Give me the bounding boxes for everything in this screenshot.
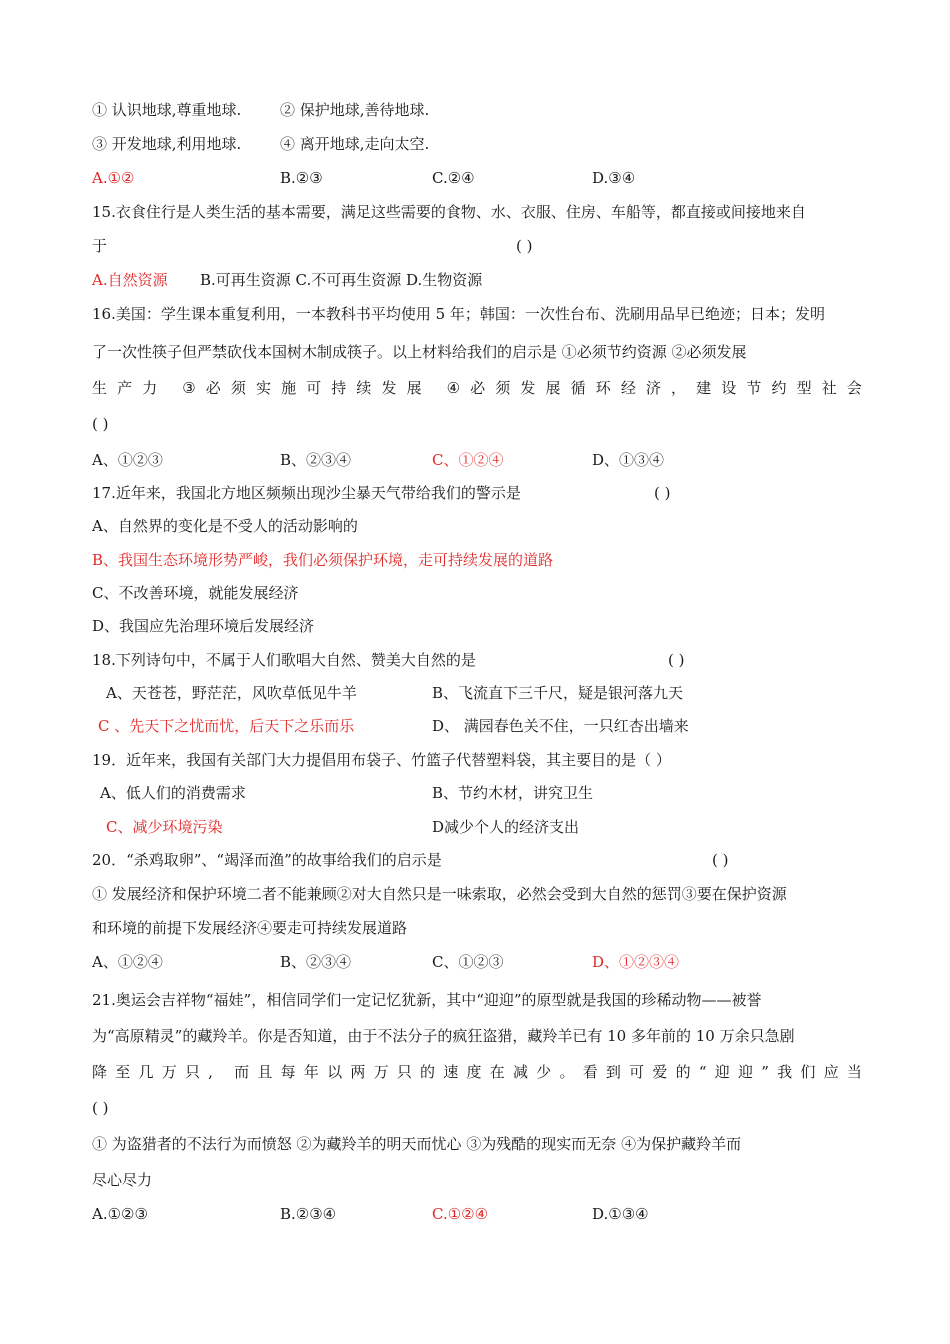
q14-choice-d: D.③④ — [592, 169, 636, 187]
q15-stem-line2 — [92, 234, 862, 258]
glyph: 度 — [466, 1063, 482, 1081]
q15-choices-rest: B.可再生资源 C.不可再生资源 D.生物资源 — [200, 271, 483, 289]
glyph: 只 — [396, 1063, 412, 1081]
q14-opt1: ① 认识地球,尊重地球. — [92, 101, 242, 119]
q16-stem-line1: 16.美国：学生课本重复利用，一本教科书平均使用 5 年；韩国：一次性台布、洗刷用品早已绝迹；日本；发明 — [92, 305, 825, 323]
q19-choice-b: B、节约木材，讲究卫生 — [432, 784, 594, 802]
glyph: 两 — [350, 1063, 366, 1081]
q21-choice-c-answer: C.①②④ — [432, 1205, 489, 1223]
q20-paren: ( ) — [712, 851, 729, 869]
q14-choices — [92, 166, 862, 190]
glyph: 到 — [605, 1063, 621, 1081]
glyph: 万 — [373, 1063, 389, 1081]
glyph: 们 — [800, 1063, 816, 1081]
q15-choice-a-answer: A.自然资源 — [92, 271, 168, 289]
q18-choice-d: D、 满园春色关不住，一只红杏出墙来 — [432, 717, 689, 735]
glyph — [432, 376, 437, 400]
glyph: 设 — [721, 379, 737, 397]
glyph: ” — [761, 1063, 769, 1081]
glyph: 必 — [205, 379, 221, 397]
q21-choice-d: D.①③④ — [592, 1205, 649, 1223]
q14-opts-row2 — [92, 132, 862, 156]
glyph: 施 — [281, 379, 297, 397]
q15-choices — [92, 268, 862, 292]
q18-paren: ( ) — [668, 651, 685, 669]
glyph: 展 — [406, 379, 422, 397]
glyph: 续 — [356, 379, 372, 397]
glyph: 只 — [184, 1063, 200, 1081]
glyph: 实 — [255, 379, 271, 397]
q21-stem-line1: 21.奥运会吉祥物“福娃”，相信同学们一定记忆犹新，其中“迎迎”的原型就是我国的珍稀动物——被誉 — [92, 991, 762, 1009]
q20-choice-b: B、②③④ — [280, 953, 352, 971]
q21-stem-line2: 为“高原精灵”的藏羚羊。你是否知道，由于不法分子的疯狂盗猎，藏羚羊已有 10 多年前的 10 万余只急剧 — [92, 1027, 795, 1045]
glyph: 看 — [582, 1063, 598, 1081]
glyph: 降 — [92, 1063, 108, 1081]
q15-paren: ( ) — [516, 237, 533, 255]
glyph: 迎 — [737, 1063, 753, 1081]
glyph: 我 — [777, 1063, 793, 1081]
q16-stem-line4: ( ) — [92, 415, 109, 433]
glyph: 可 — [629, 1063, 645, 1081]
glyph: 型 — [796, 379, 812, 397]
q16-choice-d: D、①③④ — [592, 451, 665, 469]
glyph: 经 — [620, 379, 636, 397]
q16-stem-line3 — [92, 376, 862, 400]
q14-opt4: ④ 离开地球,走向太空. — [280, 135, 430, 153]
glyph: 万 — [161, 1063, 177, 1081]
q15-stem-line1: 15.衣食住行是人类生活的基本需要，满足这些需要的食物、水、衣服、住房、车船等，都直接或间接地来自 — [92, 203, 806, 221]
glyph: 发 — [381, 379, 397, 397]
glyph — [221, 1060, 226, 1084]
glyph: ， — [671, 379, 687, 397]
q16-choice-c-answer: C、①②④ — [432, 451, 504, 469]
q21-statements-line1: ① 为盗猎者的不法行为而愤怒 ②为藏羚羊的明天而忧心 ③为残酷的现实而无奈 ④为保护藏羚羊而 — [92, 1135, 742, 1153]
q20-choice-a: A、①②④ — [92, 953, 163, 971]
q17-choice-d: D、我国应先治理环境后发展经济 — [92, 617, 315, 635]
q21-stem-line3 — [92, 1060, 862, 1084]
glyph: 少 — [536, 1063, 552, 1081]
q18-choice-a: A、天苍苍，野茫茫，风吹草低见牛羊 — [106, 684, 357, 702]
glyph: 生 — [92, 379, 108, 397]
q17-choice-b-answer: B、我国生态环境形势严峻，我们必须保护环境，走可持续发展的道路 — [92, 551, 554, 569]
q20-choice-c: C、①②③ — [432, 953, 504, 971]
glyph: , — [208, 1063, 213, 1081]
q18-stem-row — [92, 648, 862, 672]
glyph: 会 — [846, 379, 862, 397]
glyph: 节 — [746, 379, 762, 397]
q19-stem: 19．近年来，我国有关部门大力提倡用布袋子、竹篮子代替塑料袋，其主要目的是（ ） — [92, 751, 671, 769]
q18-stem: 18.下列诗句中，不属于人们歌唱大自然、赞美大自然的是 — [92, 651, 476, 669]
q20-choice-d-answer: D、①②③④ — [592, 953, 680, 971]
glyph: ③ — [182, 379, 196, 397]
glyph: 约 — [771, 379, 787, 397]
glyph: 以 — [327, 1063, 343, 1081]
glyph: 必 — [470, 379, 486, 397]
glyph: 每 — [280, 1063, 296, 1081]
glyph: ④ — [446, 379, 461, 397]
q18-choices-row2 — [92, 714, 862, 738]
glyph: 的 — [675, 1063, 691, 1081]
glyph: 循 — [570, 379, 586, 397]
glyph: 爱 — [652, 1063, 668, 1081]
glyph: 济 — [645, 379, 661, 397]
glyph: 且 — [257, 1063, 273, 1081]
glyph: 。 — [559, 1063, 575, 1081]
glyph: 的 — [420, 1063, 436, 1081]
q16-stem-line2: 了一次性筷子但严禁砍伐本国树木制成筷子。以上材料给我们的启示是 ①必须节约资源 ②必须发展 — [92, 343, 747, 361]
glyph: 须 — [230, 379, 246, 397]
glyph: 持 — [331, 379, 347, 397]
glyph: 迎 — [714, 1063, 730, 1081]
glyph — [167, 376, 172, 400]
glyph: 发 — [520, 379, 536, 397]
glyph: 几 — [138, 1063, 154, 1081]
q21-choices — [92, 1202, 862, 1226]
q17-paren: ( ) — [654, 484, 671, 502]
q16-choices — [92, 448, 862, 472]
glyph: 减 — [512, 1063, 528, 1081]
q18-choices-row1 — [92, 681, 862, 705]
q21-stem-line4: ( ) — [92, 1099, 109, 1117]
q19-choices-row2 — [92, 815, 862, 839]
q19-choices-row1 — [92, 781, 862, 805]
q20-statements-line2: 和环境的前提下发展经济④要走可持续发展道路 — [92, 919, 408, 937]
q17-stem: 17.近年来，我国北方地区频频出现沙尘暴天气带给我们的警示是 — [92, 484, 521, 502]
glyph: 环 — [595, 379, 611, 397]
q14-choice-b: B.②③ — [280, 169, 323, 187]
q15-stem-end: 于 — [92, 237, 108, 255]
glyph: 而 — [234, 1063, 250, 1081]
q19-choice-c-answer: C、减少环境污染 — [106, 818, 223, 836]
glyph: 至 — [115, 1063, 131, 1081]
q16-choice-a: A、①②③ — [92, 451, 163, 469]
glyph: 速 — [443, 1063, 459, 1081]
q17-choice-a: A、自然界的变化是不受人的活动影响的 — [92, 517, 358, 535]
q14-choice-a-answer: A.①② — [92, 169, 135, 187]
q20-stem: 20．“杀鸡取卵”、“竭泽而渔”的故事给我们的启示是 — [92, 851, 442, 869]
q14-opt3: ③ 开发地球,利用地球. — [92, 135, 242, 153]
q17-choice-c: C、不改善环境，就能发展经济 — [92, 584, 299, 602]
q17-stem-row — [92, 481, 862, 505]
q20-statements-line1: ① 发展经济和保护环境二者不能兼顾②对大自然只是一味索取，必然会受到大自然的惩罚③要在保护资源 — [92, 885, 787, 903]
q19-choice-a: A、低人们的消费需求 — [100, 784, 246, 802]
glyph: 应 — [823, 1063, 839, 1081]
glyph: 须 — [495, 379, 511, 397]
glyph: 在 — [489, 1063, 505, 1081]
glyph: 当 — [846, 1063, 862, 1081]
glyph: 产 — [117, 379, 133, 397]
glyph: 可 — [306, 379, 322, 397]
glyph: 建 — [696, 379, 712, 397]
q14-choice-c: C.②④ — [432, 169, 475, 187]
q14-opts-row1 — [92, 98, 862, 122]
glyph: 力 — [142, 379, 158, 397]
q16-choice-b: B、②③④ — [280, 451, 352, 469]
q18-choice-c-answer: C 、先天下之忧而忧，后天下之乐而乐 — [98, 717, 355, 735]
glyph: “ — [698, 1063, 707, 1081]
q20-stem-row — [92, 848, 862, 872]
glyph: 年 — [303, 1063, 319, 1081]
q21-choice-b: B.②③④ — [280, 1205, 337, 1223]
q18-choice-b: B、飞流直下三千尺，疑是银河落九天 — [432, 684, 684, 702]
glyph: 展 — [545, 379, 561, 397]
q21-statements-line2: 尽心尽力 — [92, 1171, 153, 1189]
q20-choices — [92, 950, 862, 974]
q21-choice-a: A.①②③ — [92, 1205, 148, 1223]
q14-opt2: ② 保护地球,善待地球. — [280, 101, 430, 119]
glyph: 社 — [821, 379, 837, 397]
q19-choice-d: D减少个人的经济支出 — [432, 818, 580, 836]
